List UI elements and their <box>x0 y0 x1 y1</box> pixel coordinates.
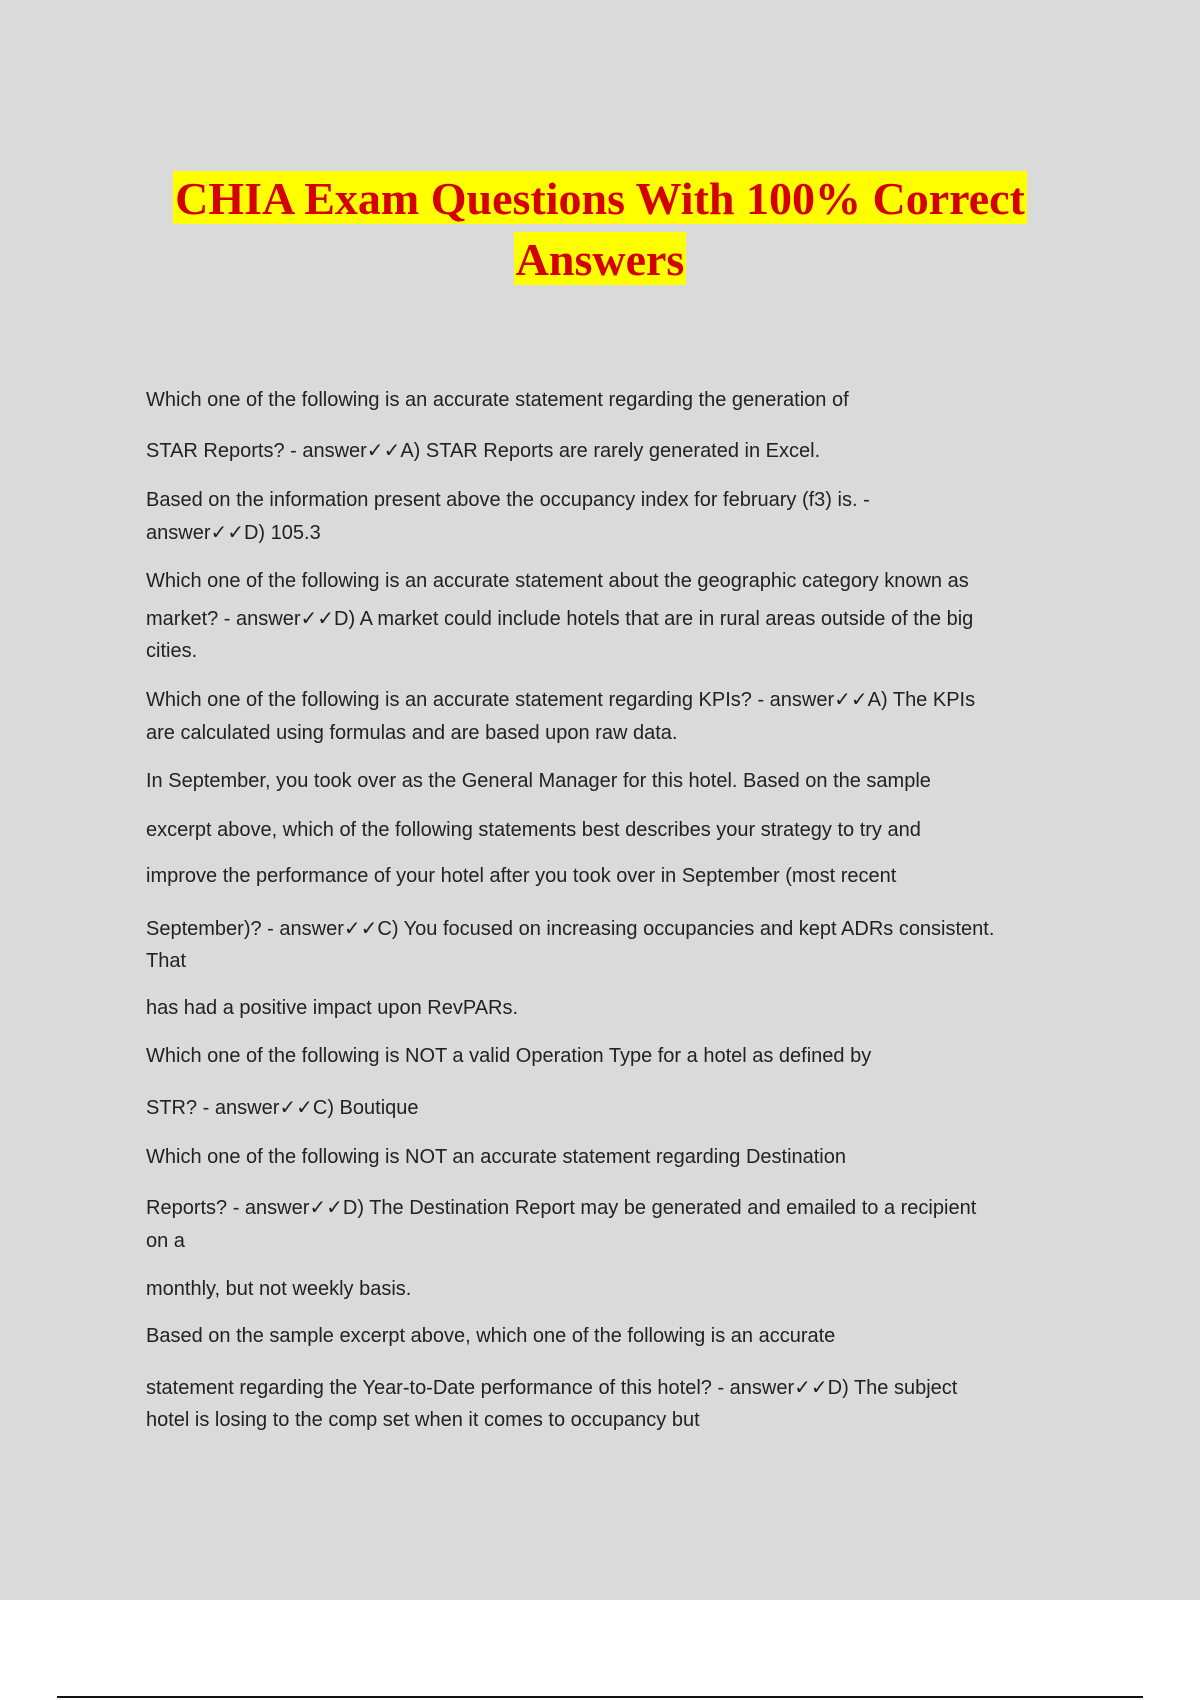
body-line: STR? - answer✓✓C) Boutique <box>146 1097 419 1119</box>
body-line: has had a positive impact upon RevPARs. <box>146 997 519 1019</box>
title-line-2: Answers <box>515 234 685 285</box>
title-line-1: CHIA Exam Questions With 100% Correct <box>175 173 1025 224</box>
document-title <box>100 168 1100 290</box>
body-line: In September, you took over as the General Manager for this hotel. Based on the sample <box>146 770 931 792</box>
body-line: Which one of the following is NOT a valid Operation Type for a hotel as defined by <box>146 1045 872 1067</box>
body-line: hotel is losing to the comp set when it comes to occupancy but <box>146 1409 700 1431</box>
body-line: answer✓✓D) 105.3 <box>146 522 321 544</box>
body-line: That <box>146 950 187 972</box>
body-line: Which one of the following is an accurate statement regarding KPIs? - answer✓✓A) The KPIs <box>146 689 976 711</box>
body-line: monthly, but not weekly basis. <box>146 1278 412 1300</box>
bottom-divider <box>57 1696 1143 1698</box>
body-line: statement regarding the Year-to-Date performance of this hotel? - answer✓✓D) The subject <box>146 1377 958 1399</box>
body-line: are calculated using formulas and are based upon raw data. <box>146 722 678 744</box>
body-line: Which one of the following is an accurate statement regarding the generation of <box>146 389 849 411</box>
body-line: excerpt above, which of the following statements best describes your strategy to try and <box>146 819 921 841</box>
body-line: Based on the information present above the occupancy index for february (f3) is. - <box>146 489 870 511</box>
body-line: market? - answer✓✓D) A market could include hotels that are in rural areas outside of the big <box>146 608 974 630</box>
body-line: improve the performance of your hotel after you took over in September (most recent <box>146 865 897 887</box>
body-line: September)? - answer✓✓C) You focused on increasing occupancies and kept ADRs consistent. <box>146 918 995 940</box>
body-line: Which one of the following is NOT an accurate statement regarding Destination <box>146 1146 846 1168</box>
body-line: Reports? - answer✓✓D) The Destination Report may be generated and emailed to a recipient <box>146 1197 977 1219</box>
body-line: Based on the sample excerpt above, which one of the following is an accurate <box>146 1325 836 1347</box>
body-line: STAR Reports? - answer✓✓A) STAR Reports are rarely generated in Excel. <box>146 440 821 462</box>
body-line: Which one of the following is an accurate statement about the geographic category known as <box>146 570 969 592</box>
body-line: cities. <box>146 640 198 662</box>
body-line: on a <box>146 1230 185 1252</box>
